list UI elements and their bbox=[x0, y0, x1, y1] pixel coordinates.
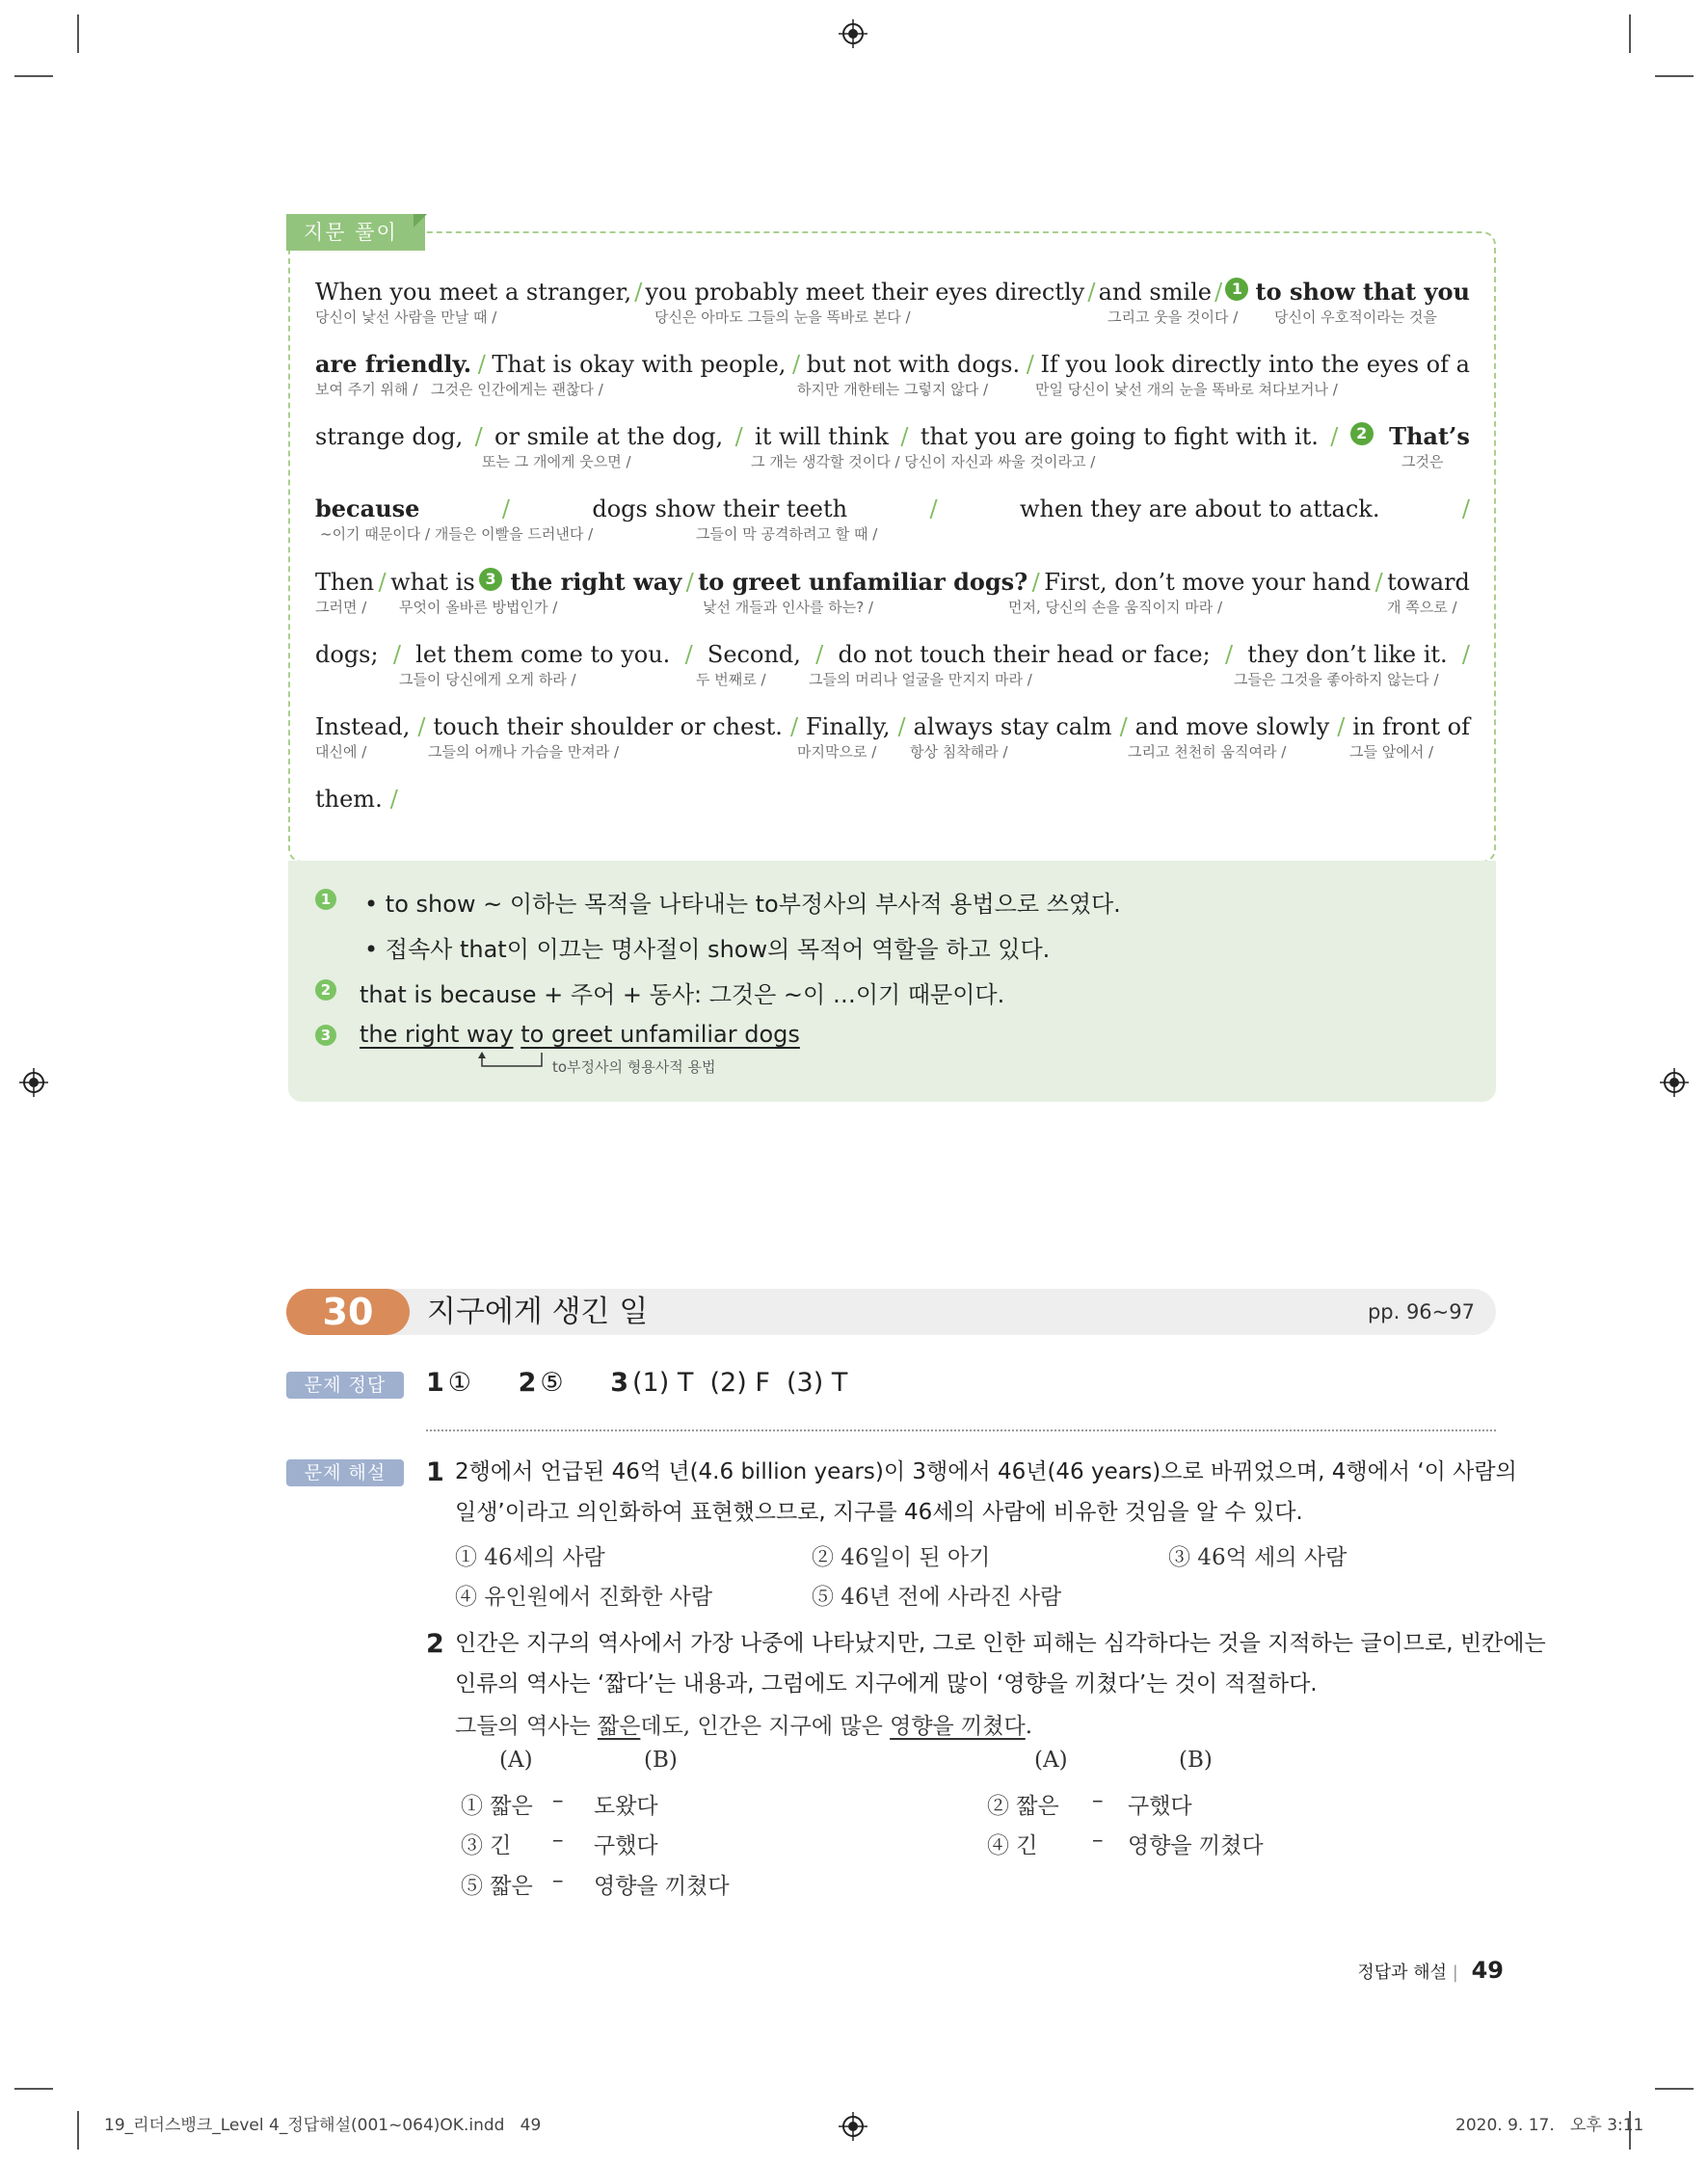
passage-chunk: Instead, bbox=[315, 713, 411, 740]
q2-head-b: (B) bbox=[644, 1748, 678, 1773]
section-pages: pp. 96~97 bbox=[1367, 1300, 1475, 1323]
slug-right: 2020. 9. 17. 오후 3:11 bbox=[1455, 2116, 1644, 2135]
modifier-arrow-icon bbox=[472, 1051, 545, 1070]
q2-option-b: 영향을 끼쳤다 bbox=[594, 1874, 730, 1899]
answer-badge: 문제 정답 bbox=[286, 1372, 404, 1399]
q2-option-dash: – bbox=[1092, 1828, 1104, 1853]
q2-sentence bbox=[455, 1708, 1032, 1740]
q2-option-a: ② 짧은 bbox=[987, 1794, 1059, 1819]
passage-line bbox=[315, 494, 1470, 543]
korean-gloss: 대신에 / bbox=[315, 743, 367, 761]
passage-line bbox=[315, 278, 1470, 326]
passage-korean bbox=[315, 741, 1470, 761]
q2-line-1: 인간은 지구의 역사에서 가장 나중에 나타났지만, 그로 인한 피해는 심각하다는 것을 지적하는 글이므로, 빈칸에는 bbox=[455, 1631, 1546, 1656]
korean-gloss: 하지만 개한테는 그렇지 않다 / bbox=[797, 381, 989, 398]
section-number: 30 bbox=[286, 1289, 410, 1335]
passage-chunk: when they are about to attack. bbox=[1019, 495, 1380, 522]
divider bbox=[426, 1429, 1496, 1431]
crop-mark bbox=[14, 2088, 53, 2090]
note-marker-icon: 1 bbox=[1225, 278, 1248, 301]
note-3-sub: to부정사의 형용사적 용법 bbox=[552, 1058, 716, 1076]
slug-left: 19_리더스뱅크_Level 4_정답해설(001~064)OK.indd 49 bbox=[104, 2116, 542, 2135]
passage-korean bbox=[315, 307, 1470, 326]
korean-gloss: 또는 그 개에게 웃으면 / bbox=[482, 453, 631, 470]
passage-english bbox=[315, 640, 1470, 669]
note-1b: • 접속사 that이 이끄는 명사절이 show의 목적어 역할을 하고 있다. bbox=[364, 936, 1051, 963]
q2-option-dash: – bbox=[552, 1868, 564, 1893]
korean-gloss: 무엇이 올바른 방법인가 / bbox=[399, 599, 558, 616]
section-title: 지구에게 생긴 일 bbox=[427, 1295, 649, 1329]
note-number-3-icon: 3 bbox=[315, 1025, 336, 1046]
answer-value: (1) T (2) F (3) T bbox=[632, 1368, 848, 1398]
chunk-slash: / bbox=[417, 713, 426, 740]
passage-chunk: but not with dogs. bbox=[806, 351, 1021, 378]
passage-chunk: strange dog, bbox=[315, 423, 464, 450]
passage-korean bbox=[315, 379, 1470, 398]
note-1a: • to show ~ 이하는 목적을 나타내는 to부정사의 부사적 용법으로 쓰였다. bbox=[364, 891, 1121, 918]
q2-head-a: (A) bbox=[499, 1748, 533, 1773]
passage-english bbox=[315, 568, 1470, 597]
passage-korean bbox=[315, 523, 1470, 543]
page-label: 정답과 해설 bbox=[1357, 1963, 1448, 1983]
chunk-slash: / bbox=[792, 351, 801, 378]
answer-value: ① bbox=[447, 1368, 472, 1398]
note-marker-icon: 3 bbox=[479, 568, 502, 591]
q1-line-1: 2행에서 언급된 46억 년(4.6 billion years)이 3행에서 46년(46 years)으로 바뀌었으며, 4행에서 ‘이 사람의 bbox=[455, 1459, 1517, 1484]
passage-english bbox=[315, 278, 1470, 307]
chunk-slash: / bbox=[684, 641, 693, 668]
passage-chunk: Second, bbox=[707, 641, 801, 668]
passage-chunk: the right way bbox=[510, 568, 682, 596]
registration-mark-icon bbox=[1660, 1068, 1689, 1097]
korean-gloss: 그러면 / bbox=[315, 599, 367, 616]
passage-line bbox=[315, 785, 1470, 833]
korean-gloss: 그들의 어깨나 가슴을 만져라 / bbox=[428, 743, 620, 761]
q2-head-b: (B) bbox=[1179, 1748, 1213, 1773]
note-3-infinitive: to greet unfamiliar dogs bbox=[520, 1021, 800, 1048]
passage-chunk: That’s bbox=[1389, 422, 1470, 450]
passage-chunk: they don’t like it. bbox=[1247, 641, 1448, 668]
q1-number: 1 bbox=[426, 1457, 444, 1487]
korean-gloss: 그들의 머리나 얼굴을 만지지 마라 / bbox=[809, 671, 1032, 688]
passage-chunk: or smile at the dog, bbox=[494, 423, 724, 450]
passage-chunk: let them come to you. bbox=[415, 641, 671, 668]
passage-chunk: If you look directly into the eyes of a bbox=[1040, 351, 1470, 378]
q2-head-a: (A) bbox=[1034, 1748, 1068, 1773]
korean-gloss: 그들이 막 공격하려고 할 때 / bbox=[696, 525, 878, 543]
passage-english bbox=[315, 494, 1470, 523]
q1-option: ④ 유인원에서 진화한 사람 bbox=[455, 1585, 713, 1610]
answer-row bbox=[426, 1368, 847, 1398]
passage-english bbox=[315, 712, 1470, 741]
chunk-slash: / bbox=[1374, 569, 1383, 596]
chunk-slash: / bbox=[392, 641, 401, 668]
passage-chunk: dogs; bbox=[315, 641, 379, 668]
crop-mark bbox=[77, 2111, 79, 2150]
note-3 bbox=[360, 1021, 800, 1048]
passage-chunk: dogs show their teeth bbox=[592, 495, 848, 522]
crop-mark bbox=[14, 75, 53, 77]
chunk-slash: / bbox=[1461, 495, 1470, 522]
korean-gloss: 개 쪽으로 / bbox=[1387, 599, 1457, 616]
korean-gloss: 그리고 천천히 움직여라 / bbox=[1128, 743, 1287, 761]
crop-mark bbox=[1655, 2088, 1694, 2090]
q2-option-dash: – bbox=[552, 1788, 564, 1813]
chunk-slash: / bbox=[815, 641, 824, 668]
passage-chunk: First, don’t move your hand bbox=[1044, 569, 1372, 596]
q2-option-b: 도왔다 bbox=[594, 1794, 658, 1819]
chunk-slash: / bbox=[378, 569, 387, 596]
passage-english bbox=[315, 350, 1470, 379]
passage-line bbox=[315, 712, 1470, 761]
page-number: 49 bbox=[1471, 1957, 1504, 1984]
passage-chunk: always stay calm bbox=[913, 713, 1112, 740]
chunk-slash: / bbox=[474, 423, 483, 450]
q2-option-b: 영향을 끼쳤다 bbox=[1128, 1833, 1264, 1858]
chunk-slash: / bbox=[1330, 423, 1339, 450]
crop-mark bbox=[1655, 75, 1694, 77]
q2-option-a: ④ 긴 bbox=[987, 1833, 1038, 1858]
note-3-noun: the right way bbox=[360, 1021, 514, 1048]
q2-option-dash: – bbox=[1092, 1788, 1104, 1813]
passage-chunk: That is okay with people, bbox=[492, 351, 787, 378]
chunk-slash: / bbox=[900, 423, 909, 450]
q1-option: ③ 46억 세의 사람 bbox=[1168, 1545, 1348, 1570]
korean-gloss: 그것은 bbox=[1401, 453, 1444, 470]
explain-badge: 문제 해설 bbox=[286, 1459, 404, 1486]
passage-line bbox=[315, 350, 1470, 398]
q1-option: ① 46세의 사람 bbox=[455, 1545, 605, 1570]
chunk-slash: / bbox=[1026, 351, 1034, 378]
q2-option-b: 구했다 bbox=[594, 1833, 658, 1858]
passage-chunk: Finally, bbox=[806, 713, 891, 740]
passage-chunk: you probably meet their eyes directly bbox=[645, 279, 1085, 306]
answer-value: ⑤ bbox=[540, 1368, 564, 1398]
passage-chunk: that you are going to fight with it. bbox=[920, 423, 1319, 450]
answer-index: 1 bbox=[426, 1368, 444, 1398]
passage-korean bbox=[315, 814, 1470, 833]
passage-korean bbox=[315, 669, 1470, 688]
q1-line-2: 일생’이라고 의인화하여 표현했으므로, 지구를 46세의 사람에 비유한 것임을 알 수 있다. bbox=[455, 1500, 1303, 1525]
passage-chunk: Then bbox=[315, 569, 375, 596]
korean-gloss: 보여 주기 위해 / bbox=[315, 381, 418, 398]
passage-chunk: touch their shoulder or chest. bbox=[433, 713, 783, 740]
korean-gloss: 그들이 당신에게 오게 하라 / bbox=[399, 671, 576, 688]
chunk-slash: / bbox=[1087, 279, 1096, 306]
chunk-slash: / bbox=[685, 569, 694, 596]
korean-gloss: 그들 앞에서 / bbox=[1349, 743, 1434, 761]
note-marker-icon: 2 bbox=[1350, 422, 1374, 445]
passage-english bbox=[315, 422, 1470, 451]
passage-korean bbox=[315, 451, 1470, 470]
korean-gloss: 그 개는 생각할 것이다 / 당신이 자신과 싸울 것이라고 / bbox=[751, 453, 1096, 470]
chunk-slash: / bbox=[929, 495, 938, 522]
korean-gloss: 그리고 웃을 것이다 / bbox=[1108, 308, 1239, 326]
korean-gloss: ~이기 때문이다 / 개들은 이빨을 드러낸다 / bbox=[320, 525, 594, 543]
korean-gloss: 먼저, 당신의 손을 움직이지 마라 / bbox=[1008, 599, 1223, 616]
q2-number: 2 bbox=[426, 1629, 444, 1659]
korean-gloss: 당신이 우호적이라는 것을 bbox=[1274, 308, 1437, 326]
korean-gloss: 만일 당신이 낯선 개의 눈을 똑바로 쳐다보거나 / bbox=[1035, 381, 1338, 398]
passage-chunk: it will think bbox=[755, 423, 889, 450]
chunk-slash: / bbox=[1214, 279, 1223, 306]
q2-option-a: ① 짧은 bbox=[461, 1794, 533, 1819]
passage-chunk: to show that you bbox=[1255, 278, 1470, 306]
registration-mark-icon bbox=[839, 19, 867, 48]
page-separator: | bbox=[1452, 1963, 1458, 1983]
registration-mark-icon bbox=[19, 1068, 48, 1097]
passage-korean bbox=[315, 597, 1470, 616]
q2-blank-b: 영향을 끼쳤다 bbox=[890, 1714, 1026, 1739]
passage-chunk: do not touch their head or face; bbox=[838, 641, 1211, 668]
chunk-slash: / bbox=[501, 495, 510, 522]
korean-gloss: 두 번째로 / bbox=[696, 671, 766, 688]
chunk-slash: / bbox=[389, 786, 398, 813]
passage-tab: 지문 풀이 bbox=[286, 214, 425, 251]
passage-english bbox=[315, 785, 1470, 814]
passage-chunk: and smile bbox=[1098, 279, 1213, 306]
crop-mark bbox=[1629, 14, 1631, 53]
korean-gloss: 낯선 개들과 인사를 하는? / bbox=[703, 599, 873, 616]
passage-chunk: them. bbox=[315, 786, 383, 813]
korean-gloss: 마지막으로 / bbox=[797, 743, 877, 761]
chunk-slash: / bbox=[1461, 641, 1470, 668]
korean-gloss: 그들은 그것을 좋아하지 않는다 / bbox=[1234, 671, 1439, 688]
korean-gloss: 당신은 아마도 그들의 눈을 똑바로 본다 / bbox=[654, 308, 911, 326]
page-footer bbox=[1349, 1957, 1504, 1984]
passage-chunk: toward bbox=[1387, 569, 1470, 596]
korean-gloss: 그것은 인간에게는 괜찮다 / bbox=[431, 381, 603, 398]
passage-chunk: are friendly. bbox=[315, 350, 472, 378]
chunk-slash: / bbox=[734, 423, 743, 450]
korean-gloss: 항상 침착해라 / bbox=[910, 743, 1008, 761]
q2-option-a: ③ 긴 bbox=[461, 1833, 512, 1858]
chunk-slash: / bbox=[897, 713, 906, 740]
q2-blank-a: 짧은 bbox=[597, 1714, 641, 1739]
q2-sentence-part: 데도, 인간은 지구에 많은 bbox=[640, 1714, 891, 1739]
q1-option: ② 46일이 된 아기 bbox=[812, 1545, 991, 1570]
q2-option-dash: – bbox=[552, 1828, 564, 1853]
korean-gloss: 당신이 낯선 사람을 만날 때 / bbox=[315, 308, 497, 326]
chunk-slash: / bbox=[634, 279, 643, 306]
passage-chunk: in front of bbox=[1352, 713, 1470, 740]
chunk-slash: / bbox=[1119, 713, 1128, 740]
chunk-slash: / bbox=[1337, 713, 1346, 740]
chunk-slash: / bbox=[477, 351, 486, 378]
q2-line-2: 인류의 역사는 ‘짧다’는 내용과, 그럼에도 지구에게 많이 ‘영향을 끼쳤다’는 것이 적절하다. bbox=[455, 1671, 1318, 1696]
q2-sentence-part: . bbox=[1025, 1714, 1033, 1739]
crop-mark bbox=[77, 14, 79, 53]
chunk-slash: / bbox=[789, 713, 799, 740]
note-number-1-icon: 1 bbox=[315, 889, 336, 910]
passage-line bbox=[315, 568, 1470, 616]
q1-option: ⑤ 46년 전에 사라진 사람 bbox=[812, 1585, 1062, 1610]
chunk-slash: / bbox=[1031, 569, 1040, 596]
tab-fold bbox=[414, 214, 427, 227]
passage-chunk: because bbox=[315, 494, 420, 522]
chunk-slash: / bbox=[1224, 641, 1234, 668]
q2-option-b: 구했다 bbox=[1128, 1794, 1192, 1819]
note-2: that is because + 주어 + 동사: 그것은 ~이 …이기 때문이다. bbox=[360, 981, 1005, 1008]
passage-chunk: to greet unfamiliar dogs? bbox=[698, 568, 1028, 596]
passage-chunk: what is bbox=[390, 569, 475, 596]
answer-index: 3 bbox=[610, 1368, 629, 1398]
answer-index: 2 bbox=[518, 1368, 537, 1398]
registration-mark-icon bbox=[839, 2112, 867, 2141]
q2-sentence-part: 그들의 역사는 bbox=[455, 1714, 598, 1739]
passage-line bbox=[315, 422, 1470, 470]
note-number-2-icon: 2 bbox=[315, 979, 336, 1001]
passage-chunk: When you meet a stranger, bbox=[315, 279, 632, 306]
passage-line bbox=[315, 640, 1470, 688]
q2-option-a: ⑤ 짧은 bbox=[461, 1874, 533, 1899]
passage-chunk: and move slowly bbox=[1134, 713, 1330, 740]
